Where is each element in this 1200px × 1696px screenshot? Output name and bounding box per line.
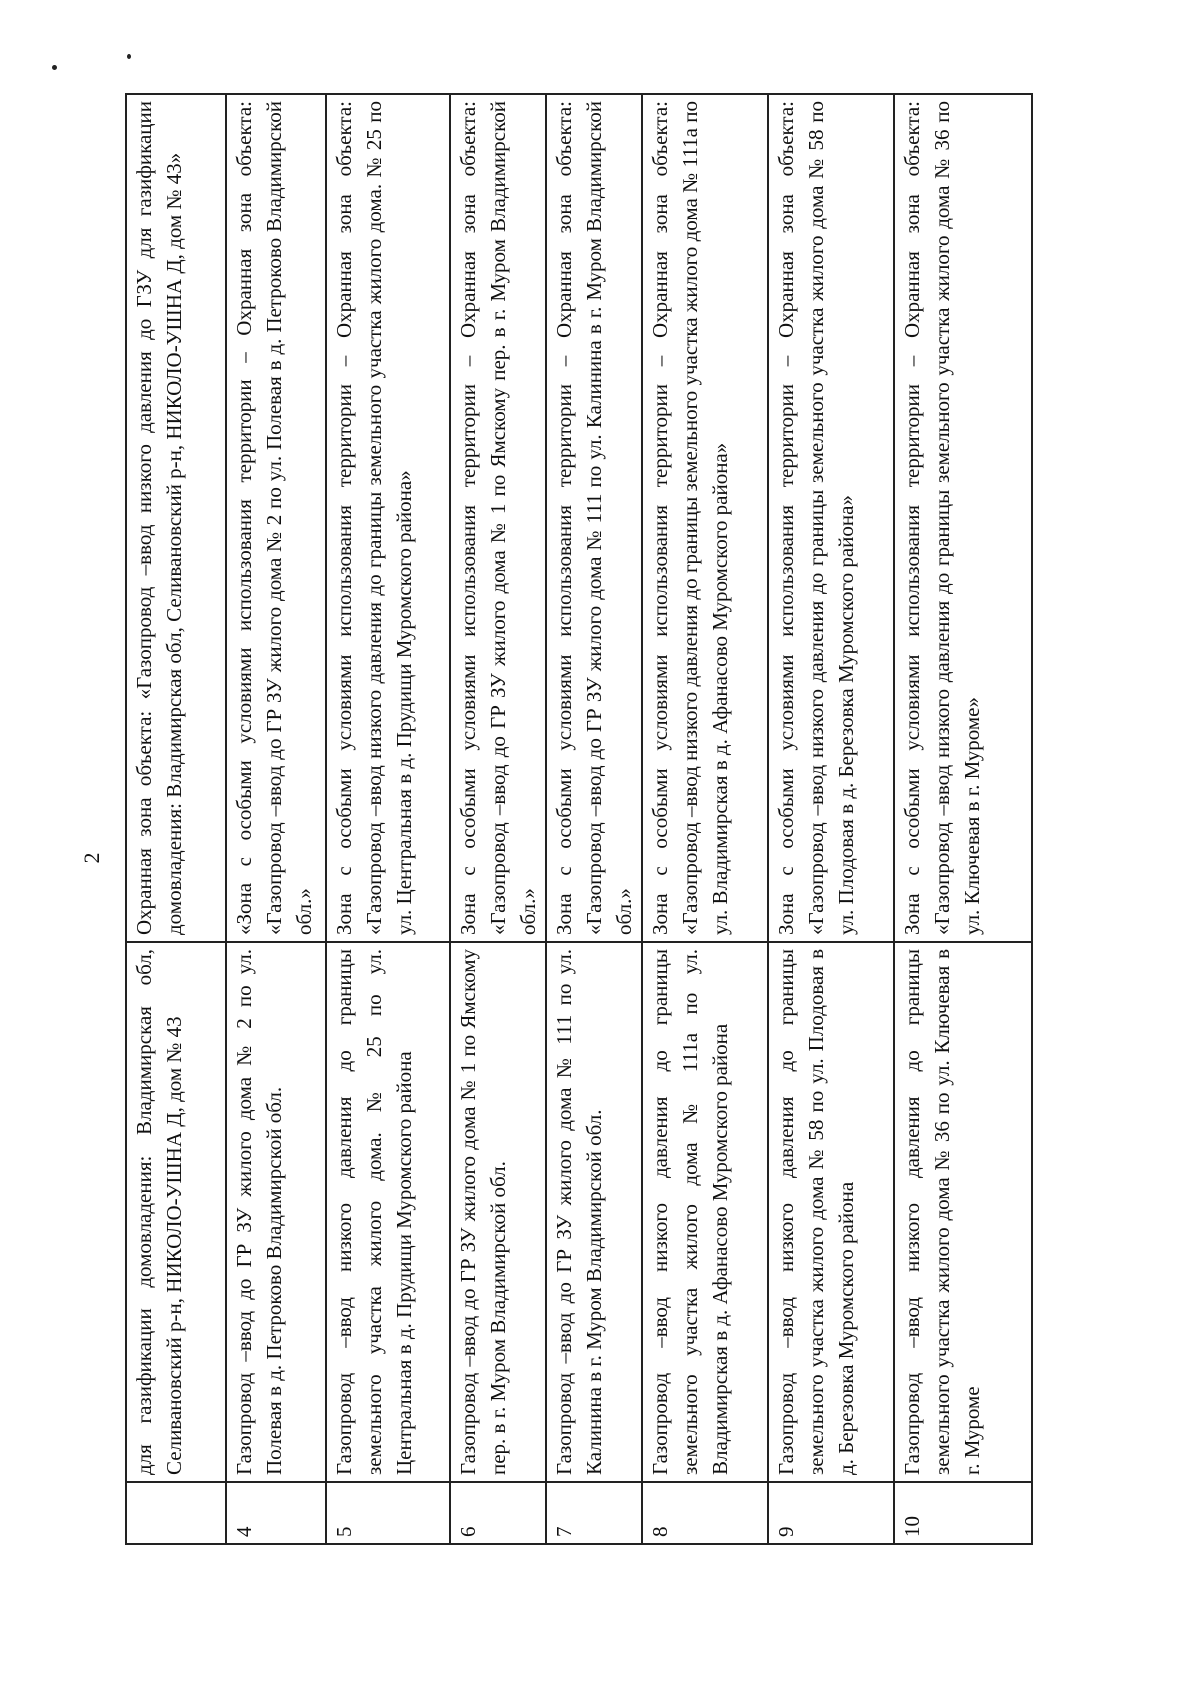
row-number: 4 (226, 1482, 326, 1544)
row-number: 8 (642, 1482, 768, 1544)
zone-description-cell: Зона с особыми условиями использования территории – Охранная зона объекта: «Газопровод –ввод до ГР ЗУ жилого дома № 111 по ул. Калинина в г. Муром Владимирской обл.» (546, 94, 642, 942)
zone-description-cell: «Зона с особыми условиями использования территории – Охранная зона объекта: «Газопровод –ввод до ГР ЗУ жилого дома № 2 по ул. Полевая в д. Петроково Владимирской обл.» (226, 94, 326, 942)
rotated-table-container (125, 95, 1025, 1545)
table-row (546, 94, 642, 1544)
zone-description-cell: Зона с особыми условиями использования территории – Охранная зона объекта: «Газопровод –ввод низкого давления до границы земельного участка жилого дома № 111а по ул. Владимирская в д. Афанасово Муромского района» (642, 94, 768, 942)
zone-description-cell: Зона с особыми условиями использования территории – Охранная зона объекта: «Газопровод –ввод низкого давления до границы земельного участка жилого дома № 58 по ул. Плодовая в д. Березовка Муромского района» (768, 94, 894, 942)
row-number: 5 (326, 1482, 450, 1544)
scan-speck (127, 54, 131, 59)
zone-description-cell: Охранная зона объекта: «Газопровод –ввод низкого давления до ГЗУ для газификации домовладения: Владимирская обл, Селивановский р-н, НИКОЛО-УШНА Д, дом № 43» (126, 94, 226, 942)
table-row (642, 94, 768, 1544)
table-row (226, 94, 326, 1544)
object-name-cell: Газопровод –ввод до ГР ЗУ жилого дома № 111 по ул. Калинина в г. Муром Владимирской обл. (546, 942, 642, 1482)
object-name-cell: Газопровод –ввод низкого давления до границы земельного участка жилого дома № 58 по ул. Плодовая в д. Березовка Муромского района (768, 942, 894, 1482)
zone-description-cell: Зона с особыми условиями использования территории – Охранная зона объекта: «Газопровод –ввод до ГР ЗУ жилого дома № 1 по Ямскому пер. в г. Муром Владимирской обл.» (450, 94, 546, 942)
row-number (126, 1482, 226, 1544)
scan-speck (52, 65, 57, 70)
object-name-cell: Газопровод –ввод низкого давления до границы земельного участка жилого дома № 111а по ул. Владимирская в д. Афанасово Муромского района (642, 942, 768, 1482)
row-number: 9 (768, 1482, 894, 1544)
row-number: 10 (894, 1482, 1032, 1544)
zones-table (125, 93, 1033, 1545)
zone-description-cell: Зона с особыми условиями использования территории – Охранная зона объекта: «Газопровод –ввод низкого давления до границы земельного участка жилого дома. № 25 по ул. Центральная в д. Прудищи Муромского района» (326, 94, 450, 942)
table-row (126, 94, 226, 1544)
object-name-cell: Газопровод –ввод до ГР ЗУ жилого дома № 1 по Ямскому пер. в г. Муром Владимирской обл. (450, 942, 546, 1482)
object-name-cell: Газопровод –ввод низкого давления до границы земельного участка жилого дома. № 25 по ул. Центральная в д. Прудищи Муромского района (326, 942, 450, 1482)
row-number: 7 (546, 1482, 642, 1544)
table-row (326, 94, 450, 1544)
object-name-cell: Газопровод –ввод низкого давления до границы земельного участка жилого дома № 36 по ул. Ключевая в г. Муроме (894, 942, 1032, 1482)
zone-description-cell: Зона с особыми условиями использования территории – Охранная зона объекта: «Газопровод –ввод низкого давления до границы земельного участка жилого дома № 36 по ул. Ключевая в г. Муроме» (894, 94, 1032, 942)
table-row (450, 94, 546, 1544)
table-row (894, 94, 1032, 1544)
row-number: 6 (450, 1482, 546, 1544)
table-row (768, 94, 894, 1544)
page-number: 2 (79, 852, 104, 864)
object-name-cell: для газификации домовладения: Владимирская обл, Селивановский р-н, НИКОЛО-УШНА Д, дом № 43 (126, 942, 226, 1482)
object-name-cell: Газопровод –ввод до ГР ЗУ жилого дома № 2 по ул. Полевая в д. Петроково Владимирской обл. (226, 942, 326, 1482)
